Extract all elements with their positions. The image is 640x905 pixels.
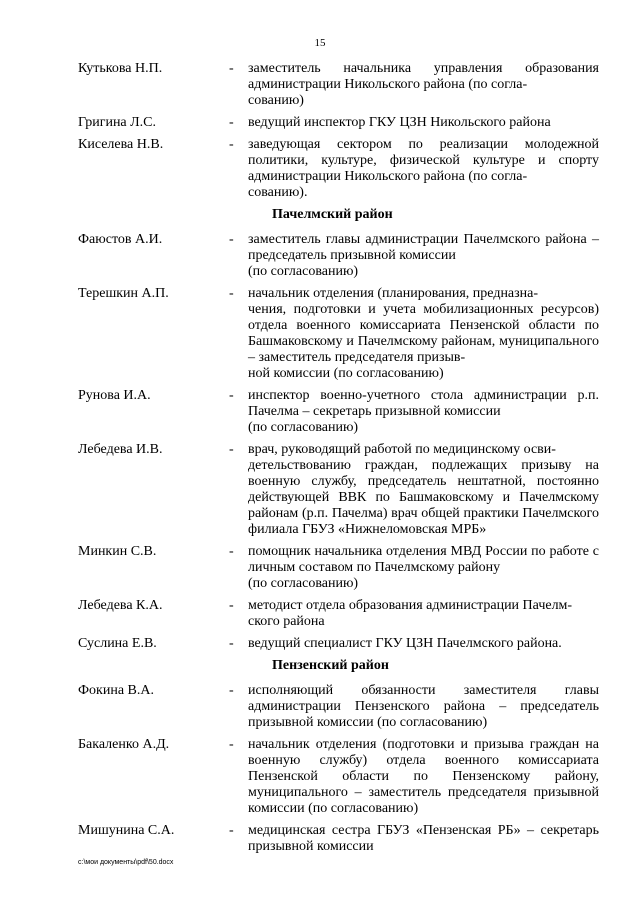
separator-dash: - [229, 598, 234, 613]
member-name: Бакаленко А.Д. [78, 737, 170, 752]
member-name: Лебедева К.А. [78, 598, 163, 613]
member-name: Рунова И.А. [78, 388, 151, 403]
member-name: Кутькова Н.П. [78, 61, 163, 76]
page-number: 15 [314, 37, 326, 49]
member-role: медицинская сестра ГБУЗ «Пензенская РБ» – секретарь призывной комиссии [248, 823, 599, 854]
member-entry [78, 61, 599, 109]
separator-dash: - [229, 137, 234, 152]
member-role: методист отдела образования администрации Пачелм- ского района [248, 598, 573, 629]
member-role: начальник отделения (планирования, предназна- чения, подготовки и учета мобилизационных ресурсов) отдела военного комиссариата Пензенской области по Башмаковскому и Пачелмскому районам, муниципального – заместитель председателя призыв- ной комиссии (по согласованию) [248, 286, 599, 381]
member-role: заместитель начальника управления образования администрации Никольского района (по согла- сованию) [248, 61, 599, 108]
member-entry [78, 544, 599, 592]
member-name: Григина Л.С. [78, 115, 156, 130]
member-entry [78, 683, 599, 731]
separator-dash: - [229, 442, 234, 457]
member-role: заместитель главы администрации Пачелмского района – председатель призывной комиссии (по согласованию) [248, 232, 599, 279]
member-entry [78, 442, 599, 538]
member-role: исполняющий обязанности заместителя главы администрации Пензенского района – председатель призывной комиссии (по согласованию) [248, 683, 599, 730]
member-role: заведующая сектором по реализации молодежной политики, культуре, физической культуре и спорту администрации Никольского района (по согла- сованию). [248, 137, 599, 200]
member-role: инспектор военно-учетного стола администрации р.п. Пачелма – секретарь призывной комиссии (по согласованию) [248, 388, 599, 435]
separator-dash: - [229, 286, 234, 301]
member-name: Фаюстов А.И. [78, 232, 163, 247]
member-entry [78, 232, 599, 280]
member-name: Мишунина С.А. [78, 823, 175, 838]
member-entry [78, 388, 599, 436]
member-name: Суслина Е.В. [78, 636, 157, 651]
member-entry [78, 823, 599, 855]
member-name: Минкин С.В. [78, 544, 157, 559]
district-heading: Пачелмский район [272, 207, 393, 222]
member-entry [78, 636, 599, 652]
footer-file-path: c:\мои документы\pdf\50.docx [78, 859, 174, 866]
member-name: Лебедева И.В. [78, 442, 163, 457]
member-role: ведущий специалист ГКУ ЦЗН Пачелмского района. [248, 636, 562, 651]
separator-dash: - [229, 388, 234, 403]
member-name: Фокина В.А. [78, 683, 155, 698]
member-role: начальник отделения (подготовки и призыва граждан на военную службу) отдела военного комиссариата Пензенской области по Пензенскому району, муниципального – заместитель председателя призывной комиссии (по согласованию) [248, 737, 599, 816]
separator-dash: - [229, 232, 234, 247]
member-role: врач, руководящий работой по медицинскому осви- детельствованию граждан, подлежащих призыву на военную службу, председатель нештатной, постоянно действующей ВВК по Башмаковскому и Пачелмскому районам (р.п. Пачелма) врач общей практики Пачелмского филиала ГБУЗ «Нижнеломовская МРБ» [248, 442, 599, 537]
member-entry [78, 286, 599, 382]
separator-dash: - [229, 683, 234, 698]
commission-member-list [78, 61, 599, 861]
member-name: Терешкин А.П. [78, 286, 169, 301]
separator-dash: - [229, 115, 234, 130]
district-heading: Пензенский район [272, 658, 389, 673]
member-entry [78, 737, 599, 817]
member-entry [78, 137, 599, 201]
member-entry [78, 598, 599, 630]
separator-dash: - [229, 636, 234, 651]
separator-dash: - [229, 823, 234, 838]
member-role: ведущий инспектор ГКУ ЦЗН Никольского района [248, 115, 551, 130]
separator-dash: - [229, 61, 234, 76]
separator-dash: - [229, 737, 234, 752]
member-role: помощник начальника отделения МВД России по работе с личным составом по Пачелмскому району (по согласованию) [248, 544, 599, 591]
member-name: Киселева Н.В. [78, 137, 164, 152]
member-entry [78, 115, 599, 131]
separator-dash: - [229, 544, 234, 559]
